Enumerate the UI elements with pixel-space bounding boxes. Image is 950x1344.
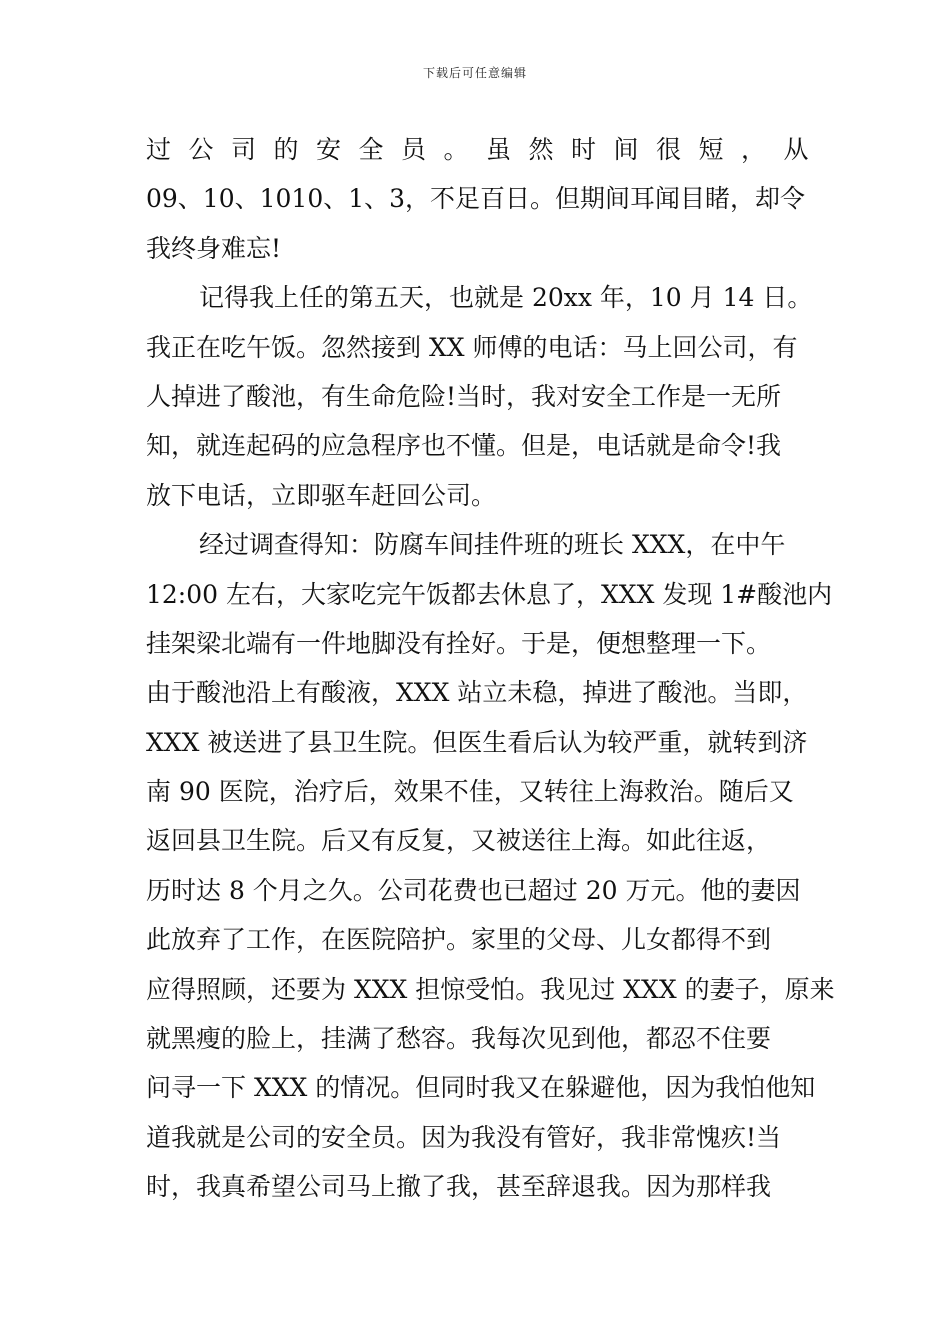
text-line: XXX 被送进了县卫生院。但医生看后认为较严重，就转到济: [146, 727, 808, 757]
text-line: 知，就连起码的应急程序也不懂。但是，电话就是命令!我: [146, 431, 782, 461]
text-line: 放下电话，立即驱车赶回公司。: [146, 480, 497, 510]
text-line: 09、10、1010、1、3，不足百日。但期间耳闻目睹，却令: [146, 184, 806, 214]
text-line: 应得照顾，还要为 XXX 担惊受怕。我见过 XXX 的妻子，原来: [146, 974, 835, 1004]
paragraph-start-line: 经过调查得知：防腐车间挂件班的班长 XXX，在中午: [199, 530, 786, 560]
paragraph-start-line: 记得我上任的第五天，也就是 20xx 年，10 月 14 日。: [199, 283, 813, 313]
text-line: 此放弃了工作，在医院陪护。家里的父母、儿女都得不到: [146, 925, 772, 955]
text-line: 我终身难忘!: [146, 233, 282, 263]
document-body: [146, 125, 835, 1212]
text-line: 历时达 8 个月之久。公司花费也已超过 20 万元。他的妻因: [146, 875, 801, 905]
text-line: 返回县卫生院。后又有反复，又被送往上海。如此往返，: [146, 826, 772, 856]
text-line: 过公司的安全员。虽然时间很短，从: [146, 135, 827, 164]
text-line: 就黑瘦的脸上，挂满了愁容。我每次见到他，都忍不住要: [146, 1024, 772, 1054]
text-line: 由于酸池沿上有酸液，XXX 站立未稳，掉进了酸池。当即，: [146, 678, 808, 708]
page-header: 下载后可任意编辑: [422, 66, 527, 80]
text-line: 南 90 医院，治疗后，效果不佳，又转往上海救治。随后又: [146, 777, 794, 807]
text-line: 我正在吃午饭。忽然接到 XX 师傅的电话：马上回公司，有: [146, 332, 798, 362]
text-line: 挂架梁北端有一件地脚没有拴好。于是，便想整理一下。: [146, 628, 772, 658]
text-line: 道我就是公司的安全员。因为我没有管好，我非常愧疚!当: [146, 1122, 782, 1152]
text-line: 时，我真希望公司马上撤了我，甚至辞退我。因为那样我: [146, 1172, 772, 1202]
text-line: 12:00 左右，大家吃完午饭都去休息了，XXX 发现 1#酸池内: [146, 579, 833, 609]
text-line: 人掉进了酸池，有生命危险!当时，我对安全工作是一无所: [146, 381, 782, 411]
text-line: 问寻一下 XXX 的情况。但同时我又在躲避他，因为我怕他知: [146, 1073, 816, 1103]
